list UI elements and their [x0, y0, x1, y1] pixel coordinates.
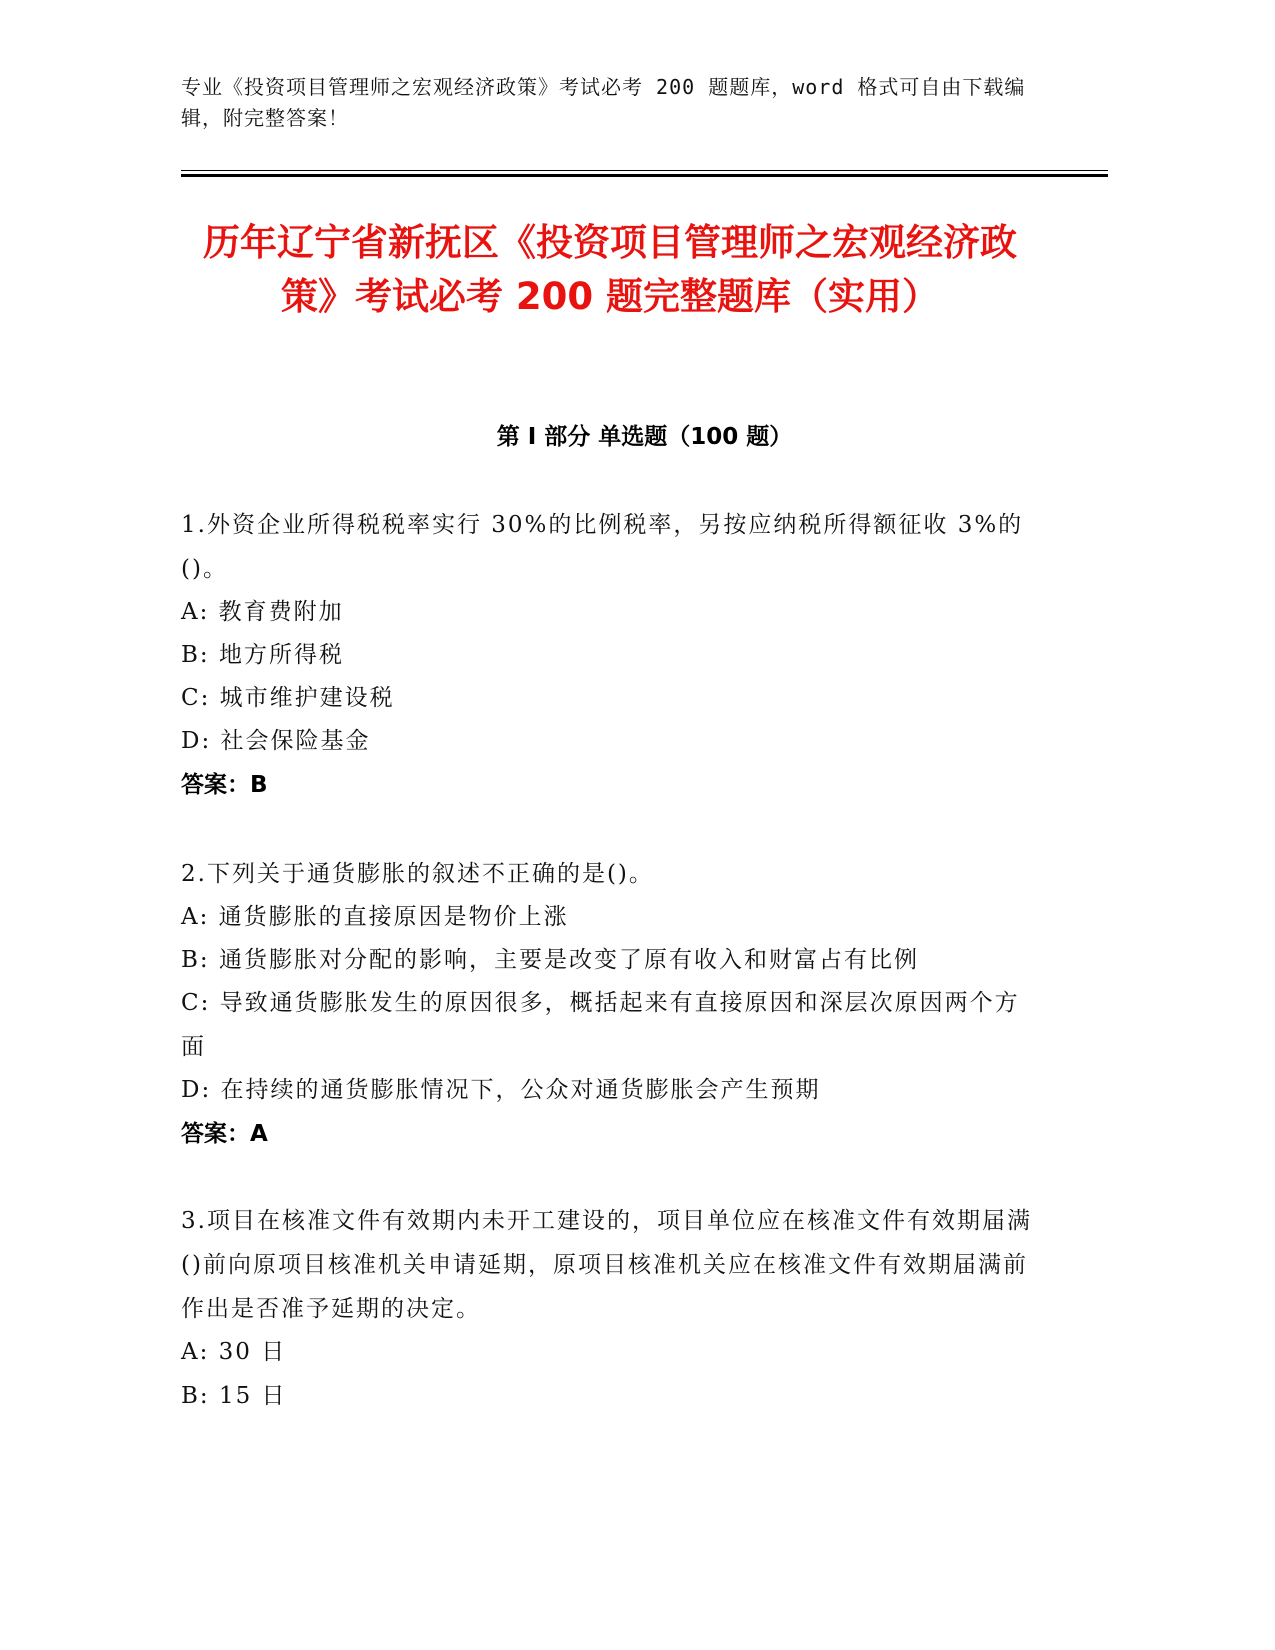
- question-1-text: 1.外资企业所得税税率实行 30%的比例税率，另按应纳税所得额征收 3%的()。: [181, 512, 1024, 582]
- question-1-answer: 答案：B: [181, 772, 268, 798]
- question-3-text: 3.项目在核准文件有效期内未开工建设的，项目单位应在核准文件有效期届满()前向原项目核准机关申请延期，原项目核准机关应在核准文件有效期届满前作出是否准予延期的决定。: [181, 1208, 1032, 1322]
- header-note: 专业《投资项目管理师之宏观经济政策》考试必考 200 题题库，word 格式可自由下载编辑，附完整答案！: [181, 75, 1026, 130]
- question-3-option-b: B: 15 日: [181, 1383, 287, 1409]
- question-2-option-b: B: 通货膨胀对分配的影响，主要是改变了原有收入和财富占有比例: [181, 947, 919, 973]
- question-2-answer: 答案：A: [181, 1121, 268, 1147]
- question-1-option-a: A: 教育费附加: [181, 599, 344, 625]
- question-2-option-c: C: 导致通货膨胀发生的原因很多，概括起来有直接原因和深层次原因两个方面: [181, 990, 1020, 1060]
- question-2-text: 2.下列关于通货膨胀的叙述不正确的是()。: [181, 861, 654, 887]
- header-divider-thick: [181, 174, 1108, 177]
- section-title: 第 I 部分 单选题（100 题）: [496, 424, 793, 450]
- question-2-option-a: A: 通货膨胀的直接原因是物价上涨: [181, 904, 569, 930]
- question-1-option-b: B: 地方所得税: [181, 642, 344, 668]
- document-title: 历年辽宁省新抚区《投资项目管理师之宏观经济政策》考试必考 200 题完整题库（实用）: [203, 221, 1017, 318]
- question-1-option-d: D: 社会保险基金: [181, 728, 371, 754]
- question-3-option-a: A: 30 日: [181, 1339, 287, 1365]
- question-1-option-c: C: 城市维护建设税: [181, 685, 395, 711]
- header-divider-thin: [181, 170, 1108, 171]
- question-2-option-d: D: 在持续的通货膨胀情况下，公众对通货膨胀会产生预期: [181, 1077, 821, 1103]
